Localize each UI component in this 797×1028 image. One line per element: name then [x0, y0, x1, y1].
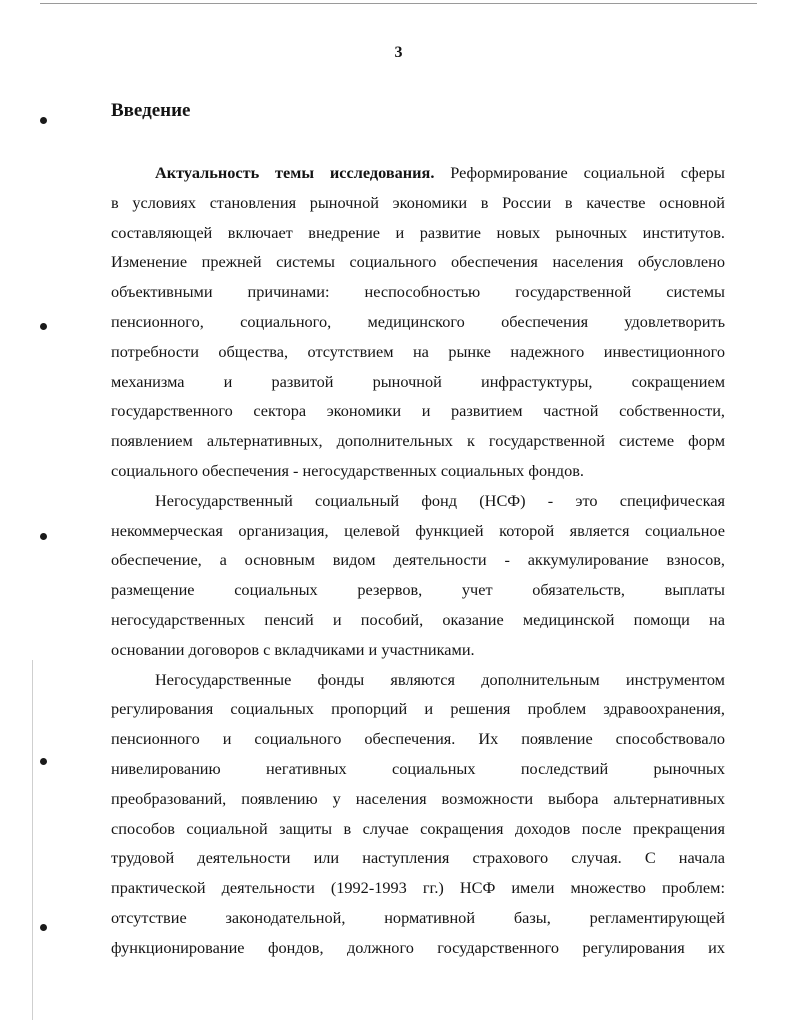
text-line: некоммерческая организация, целевой функцией которой является социальное [111, 520, 725, 540]
body-text [111, 158, 725, 963]
binding-hole-mark [40, 924, 47, 931]
text-line: трудовой деятельности или наступления страхового случая. С начала [111, 848, 725, 868]
text-line: государственного сектора экономики и развитием частной собственности, [111, 401, 725, 421]
text-line: обеспечение, а основным видом деятельности - аккумулирование взносов, [111, 550, 725, 570]
text-line: составляющей включает внедрение и развитие новых рыночных институтов. [111, 222, 725, 242]
binding-hole-mark [40, 117, 47, 124]
text-line: Негосударственный социальный фонд (НСФ) - это специфическая [155, 490, 725, 510]
lead-phrase: Актуальность темы исследования. [155, 163, 435, 182]
text-line: практической деятельности (1992-1993 гг.) НСФ имели множество проблем: [111, 878, 725, 898]
text-line: Негосударственные фонды являются дополнительным инструментом [155, 669, 725, 689]
text-line: преобразований, появлению у населения возможности выбора альтернативных [111, 788, 725, 808]
binding-hole-mark [40, 758, 47, 765]
text-line: социального обеспечения - негосударственных социальных фондов. [111, 460, 584, 480]
text-line: потребности общества, отсутствием на рынке надежного инвестиционного [111, 341, 725, 361]
text-line: регулирования социальных пропорций и решения проблем здравоохранения, [111, 699, 725, 719]
binding-hole-mark [40, 323, 47, 330]
text-line: Актуальность темы исследования. Реформирование социальной сферы [155, 163, 726, 182]
text-line: механизма и развитой рыночной инфрастуктуры, сокращением [111, 371, 725, 391]
text-line: пенсионного и социального обеспечения. Их появление способствовало [111, 729, 725, 749]
text-line: функционирование фондов, должного государственного регулирования их [111, 937, 725, 957]
binding-hole-mark [40, 533, 47, 540]
text-line: способов социальной защиты в случае сокращения доходов после прекращения [111, 818, 725, 838]
text-line: размещение социальных резервов, учет обязательств, выплаты [111, 580, 725, 600]
text-line: в условиях становления рыночной экономики в России в качестве основной [111, 192, 725, 212]
scan-top-edge [40, 3, 757, 4]
text-line: Изменение прежней системы социального обеспечения населения обусловлено [111, 252, 725, 272]
text-line: отсутствие законодательной, нормативной базы, регламентирующей [111, 907, 725, 927]
scan-left-edge [32, 660, 33, 1020]
text-line: основании договоров с вкладчиками и участниками. [111, 639, 475, 659]
page-number: 3 [394, 44, 403, 61]
text-line: объективными причинами: неспособностью государственной системы [111, 282, 725, 302]
text-line: нивелированию негативных социальных последствий рыночных [111, 758, 725, 778]
paragraph-nsf-role [111, 665, 725, 963]
text-line: негосударственных пенсий и пособий, оказание медицинской помощи на [111, 609, 725, 629]
paragraph-relevance [111, 158, 725, 486]
text-line: пенсионного, социального, медицинского обеспечения удовлетворить [111, 311, 725, 331]
section-heading: Введение [111, 100, 191, 121]
text-line: появлением альтернативных, дополнительных к государственной системе форм [111, 431, 725, 451]
paragraph-nsf-definition [111, 486, 725, 665]
